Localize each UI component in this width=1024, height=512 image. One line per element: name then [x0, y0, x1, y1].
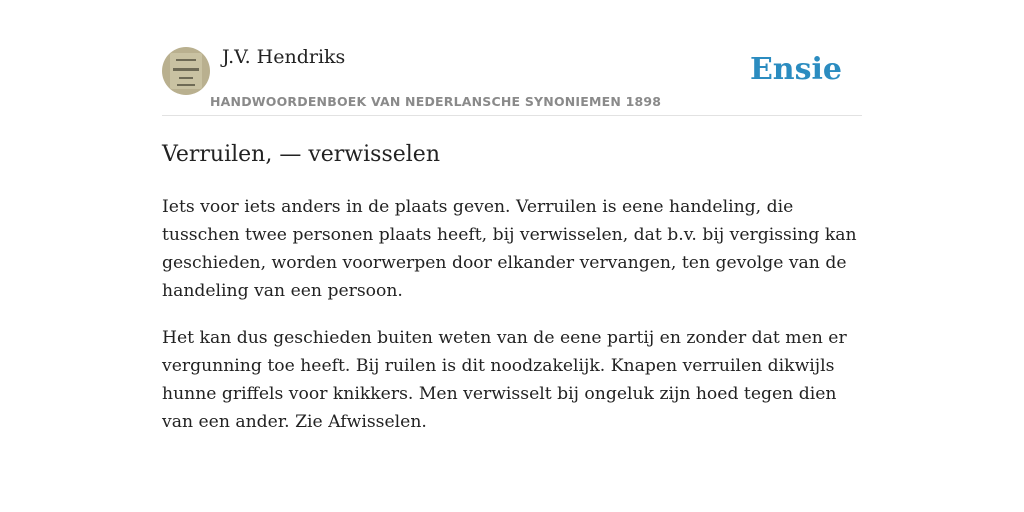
entry-definition	[162, 193, 862, 436]
avatar-cover-line	[173, 68, 199, 71]
book-cover-icon[interactable]	[162, 47, 210, 95]
avatar-cover-line	[179, 77, 193, 79]
avatar-cover	[170, 53, 202, 89]
content-container	[162, 0, 862, 436]
source-link[interactable]: HANDWOORDENBOEK VAN NEDERLANSCHE SYNONIEMEN 1898	[210, 94, 662, 109]
brand-logo[interactable]: Ensie	[749, 52, 842, 87]
definition-paragraph: Het kan dus geschieden buiten weten van de eene partij en zonder dat men er vergunning toe heeft. Bij ruilen is dit noodzakelijk. Knapen verruilen dikwijls hunne griffels voor knikkers. Men verwisselt bij ongeluk zijn hoed tegen dien van een ander. Zie Afwisselen.	[162, 328, 847, 432]
definition-paragraph: Iets voor iets anders in de plaats geven. Verruilen is eene handeling, die tusschen twee personen plaats heeft, bij verwisselen, dat b.v. bij vergissing kan geschieden, worden voorwerpen door elkander vervangen, ten gevolge van de handeling van een persoon.	[162, 197, 857, 301]
entry-title: Verruilen, — verwisselen	[162, 142, 440, 167]
avatar-cover-line	[177, 84, 195, 86]
author-link[interactable]: J.V. Hendriks	[222, 46, 346, 68]
avatar-cover-line	[176, 59, 196, 61]
header	[162, 0, 862, 116]
